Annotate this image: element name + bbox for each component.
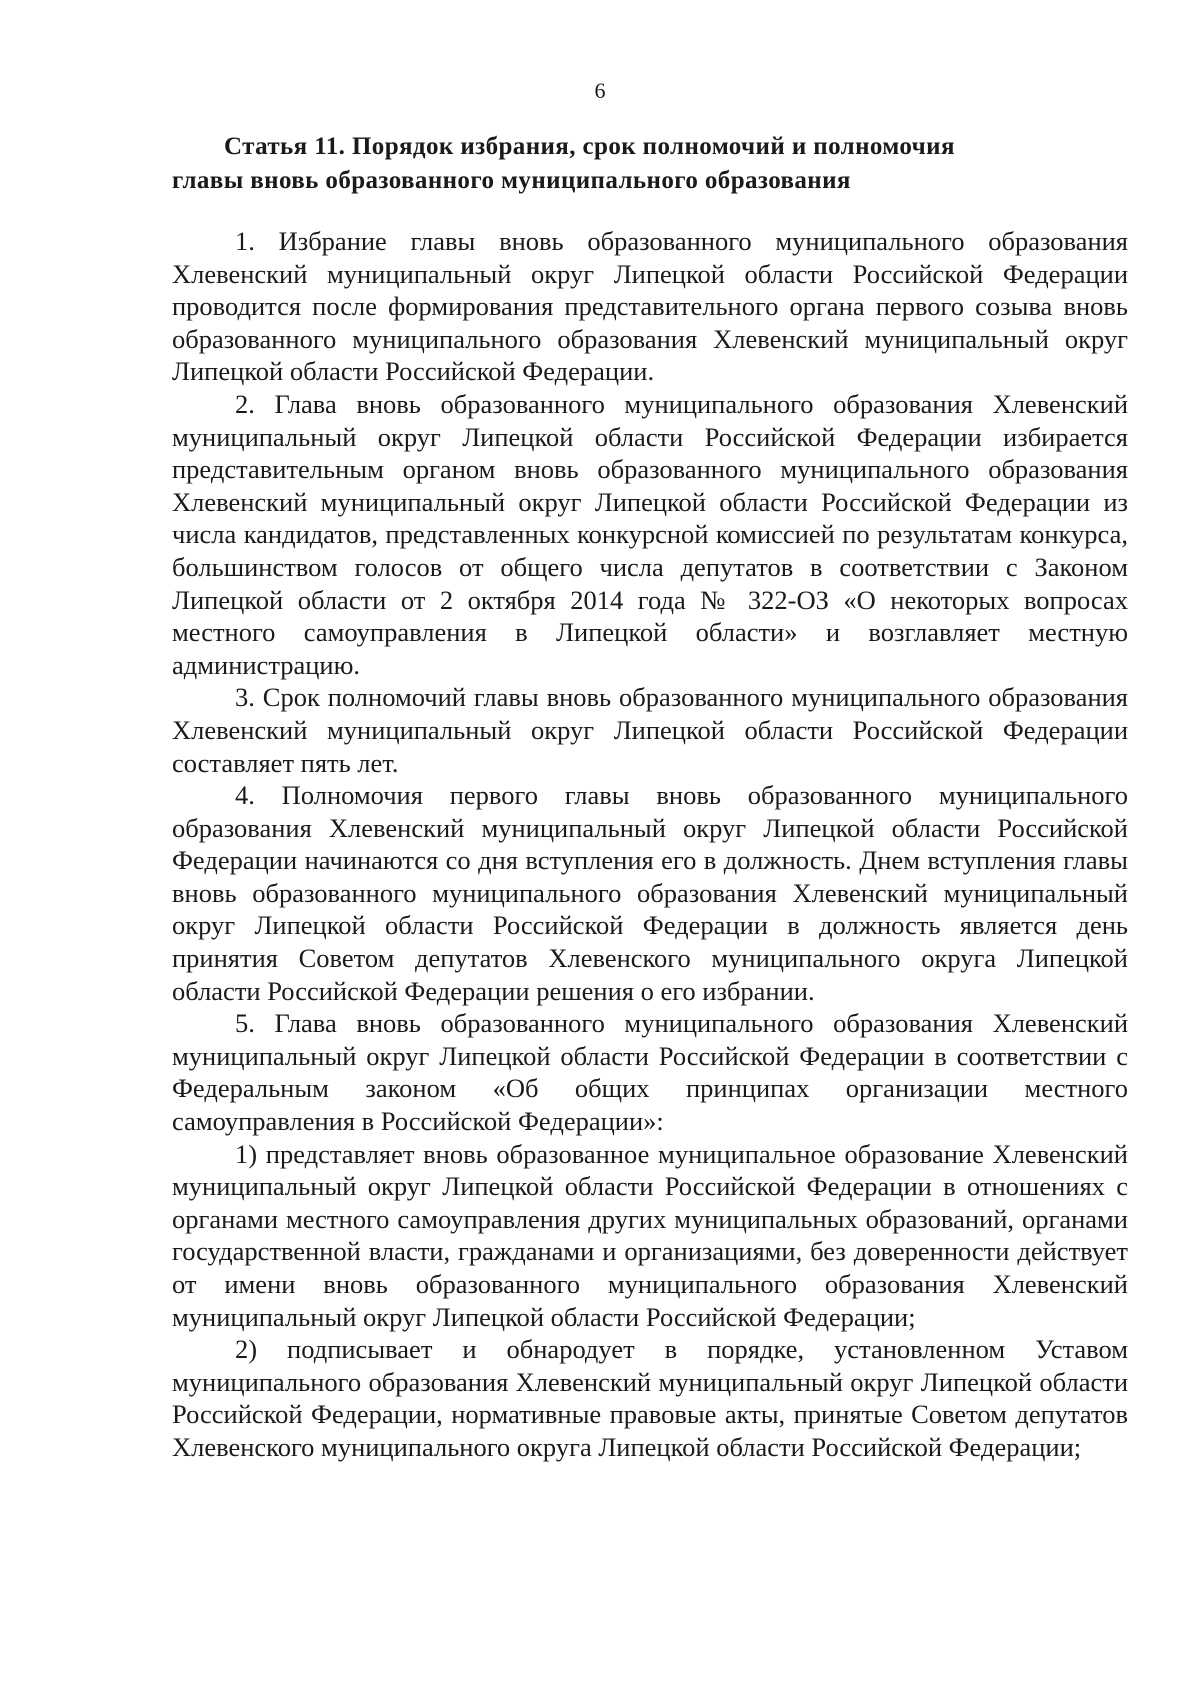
heading-line-1: Статья 11. Порядок избрания, срок полномочий и полномочия bbox=[224, 133, 955, 160]
heading-line-2: главы вновь образованного муниципального образования bbox=[172, 167, 851, 194]
paragraph-5: 5. Глава вновь образованного муниципального образования Хлевенский муниципальный округ Липецкой области Российской Федерации в соответствии с Федеральным законом «Об общих принципах организации местного самоуправления в Российской Федерации»: bbox=[172, 1008, 1128, 1137]
list-item-1: 1) представляет вновь образованное муниципальное образование Хлевенский муниципальный округ Липецкой области Российской Федерации в отношениях с органами местного самоуправления других муниципальных образований, органами государственной власти, гражданами и организациями, без доверенности действует от имени вновь образованного муниципального образования Хлевенский муниципальный округ Липецкой области Российской Федерации; bbox=[172, 1138, 1128, 1332]
paragraph-1: 1. Избрание главы вновь образованного муниципального образования Хлевенский муниципальный округ Липецкой области Российской Федерации проводится после формирования представительного органа первого созыва вновь образованного муниципального образования Хлевенский муниципальный округ Липецкой области Российской Федерации. bbox=[172, 226, 1128, 387]
article-body bbox=[172, 225, 1128, 1464]
list-item-2: 2) подписывает и обнародует в порядке, установленном Уставом муниципального образования Хлевенский муниципальный округ Липецкой области Российской Федерации, нормативные правовые акты, принятые Советом депутатов Хлевенского муниципального округа Липецкой области Российской Федерации; bbox=[172, 1334, 1128, 1462]
article-heading bbox=[172, 130, 1128, 198]
page-number: 6 bbox=[594, 78, 606, 103]
paragraph-4: 4. Полномочия первого главы вновь образованного муниципального образования Хлевенский муниципальный округ Липецкой области Российской Федерации начинаются со дня вступления его в должность. Днем вступления главы вновь образованного муниципального образования Хлевенский муниципальный округ Липецкой области Российской Федерации в должность является день принятия Советом депутатов Хлевенского муниципального округа Липецкой области Российской Федерации решения о его избрании. bbox=[172, 780, 1128, 1006]
paragraph-2: 2. Глава вновь образованного муниципального образования Хлевенский муниципальный округ Липецкой области Российской Федерации избирается представительным органом вновь образованного муниципального образования Хлевенский муниципальный округ Липецкой области Российской Федерации из числа кандидатов, представленных конкурсной комиссией по результатам конкурса, большинством голосов от общего числа депутатов в соответствии с Законом Липецкой области от 2 октября 2014 года № 322-ОЗ «О некоторых вопросах местного самоуправления в Липецкой области» и возглавляет местную администрацию. bbox=[172, 388, 1128, 680]
paragraph-3: 3. Срок полномочий главы вновь образованного муниципального образования Хлевенский муниципальный округ Липецкой области Российской Федерации составляет пять лет. bbox=[172, 682, 1128, 778]
